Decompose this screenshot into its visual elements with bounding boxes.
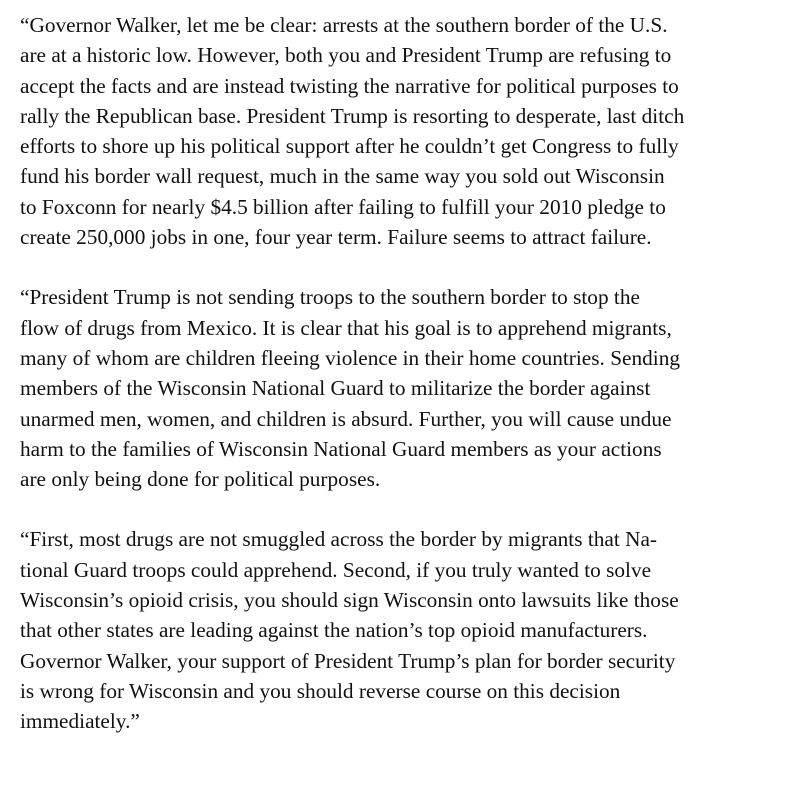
text-line: flow of drugs from Mexico. It is clear that his goal is to apprehend migrants,	[20, 315, 672, 340]
text-line: “President Trump is not sending troops to the southern border to stop the	[20, 285, 640, 310]
text-line: “First, most drugs are not smuggled across the border by migrants that Na-	[20, 527, 658, 552]
text-line: to Foxconn for nearly $4.5 billion after failing to fulfill your 2010 pledge to	[20, 194, 666, 219]
text-line: tional Guard troops could apprehend. Second, if you truly wanted to solve	[20, 557, 652, 582]
text-line: rally the Republican base. President Trump is resorting to desperate, last ditch	[20, 103, 685, 128]
text-line: is wrong for Wisconsin and you should reverse course on this decision	[20, 678, 621, 703]
text-line: accept the facts and are instead twisting the narrative for political purposes to	[20, 73, 679, 98]
text-line: that other states are leading against the nation’s top opioid manufacturers.	[20, 618, 648, 643]
text-line: members of the Wisconsin National Guard to militarize the border against	[20, 376, 651, 401]
text-line: are at a historic low. However, both you and President Trump are refusing to	[20, 43, 672, 68]
text-line: are only being done for political purposes.	[20, 467, 381, 492]
paragraph-2	[20, 282, 790, 494]
text-line: Governor Walker, your support of President Trump’s plan for border security	[20, 648, 676, 673]
text-line: immediately.”	[20, 709, 140, 734]
paragraph-1	[20, 10, 790, 252]
text-line: create 250,000 jobs in one, four year term. Failure seems to attract failure.	[20, 225, 652, 250]
text-line: unarmed men, women, and children is absurd. Further, you will cause undue	[20, 406, 672, 431]
paragraph-3	[20, 524, 790, 736]
text-line: many of whom are children fleeing violence in their home countries. Sending	[20, 345, 681, 370]
document-body	[20, 10, 790, 767]
text-line: harm to the families of Wisconsin National Guard members as your actions	[20, 436, 662, 461]
text-line: efforts to shore up his political support after he couldn’t get Congress to fully	[20, 134, 679, 159]
text-line: fund his border wall request, much in the same way you sold out Wisconsin	[20, 164, 665, 189]
text-line: “Governor Walker, let me be clear: arrests at the southern border of the U.S.	[20, 13, 668, 37]
text-line: Wisconsin’s opioid crisis, you should sign Wisconsin onto lawsuits like those	[20, 588, 679, 613]
